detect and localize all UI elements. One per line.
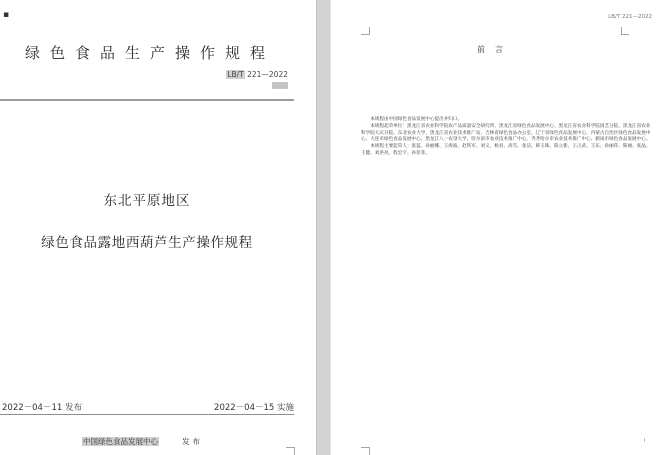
publisher	[82, 436, 159, 447]
preface-paragraph: 本规程主要起草人：张蕊、孙丽娜、王海波、赵铁军、刘义、杨君、高雪、张洁、韩玉珠、陈立新、王占武、王东、孙丽萍、陈丽、张晶、王健、刘洪亮、程宏宇、孙菲菲。	[361, 144, 651, 156]
publish-label: 发布	[182, 437, 203, 446]
standard-code-number: 221—2022	[244, 70, 288, 79]
crop-mark	[369, 447, 370, 455]
running-header-code: LB/T 221—2022	[608, 14, 652, 20]
preface-page	[331, 0, 659, 455]
page-gutter	[316, 0, 331, 455]
preface-paragraph: 本规程由中国绿色食品发展中心提出并归口。	[370, 117, 463, 122]
document-title-line-2: 绿色食品露地西葫芦生产操作规程	[41, 235, 253, 251]
crop-mark	[361, 34, 369, 35]
crop-mark	[621, 34, 629, 35]
preface-title: 前言	[477, 45, 513, 54]
series-title: 绿色食品生产操作规程	[24, 44, 275, 62]
issue-date: 2022－04－11 发布	[2, 403, 82, 413]
document-title-line-1: 东北平原地区	[103, 193, 191, 209]
implement-date: 2022－04－15 实施	[214, 403, 294, 413]
page-number: I	[643, 438, 645, 444]
crop-mark	[294, 447, 295, 455]
preface-body	[361, 117, 651, 158]
preface-paragraph: 本规程起草单位：黑龙江省农业科学院农产品质量安全研究所、黑龙江省绿色食品发展中心、黑龙江省农业科学院园艺分院、黑龙江省农业科学院大庆分院、东北农业大学、黑龙江省农业技术推广站、吉林省绿色食品办公室、辽宁省绿色食品发展中心、内蒙古自治区绿色食品发展中心、大连市绿色食品发展中心、黑龙江八一农垦大学、哈尔滨市农业技术推广中心、齐齐哈尔市农业技术推广中心、鹤岗市绿色食品发展中心。	[361, 123, 651, 143]
cover-page	[0, 0, 316, 455]
code-redaction-bar	[272, 82, 288, 89]
corner-mark: ▪	[3, 10, 10, 20]
header-rule	[0, 99, 294, 101]
crop-mark	[286, 447, 294, 448]
crop-mark	[369, 27, 370, 35]
footer-rule	[0, 414, 294, 415]
crop-mark	[621, 27, 622, 35]
standard-code	[226, 70, 288, 79]
publisher-name: 中国绿色食品发展中心	[83, 437, 158, 446]
crop-mark	[361, 447, 369, 448]
standard-code-prefix: LB/T	[227, 70, 244, 79]
